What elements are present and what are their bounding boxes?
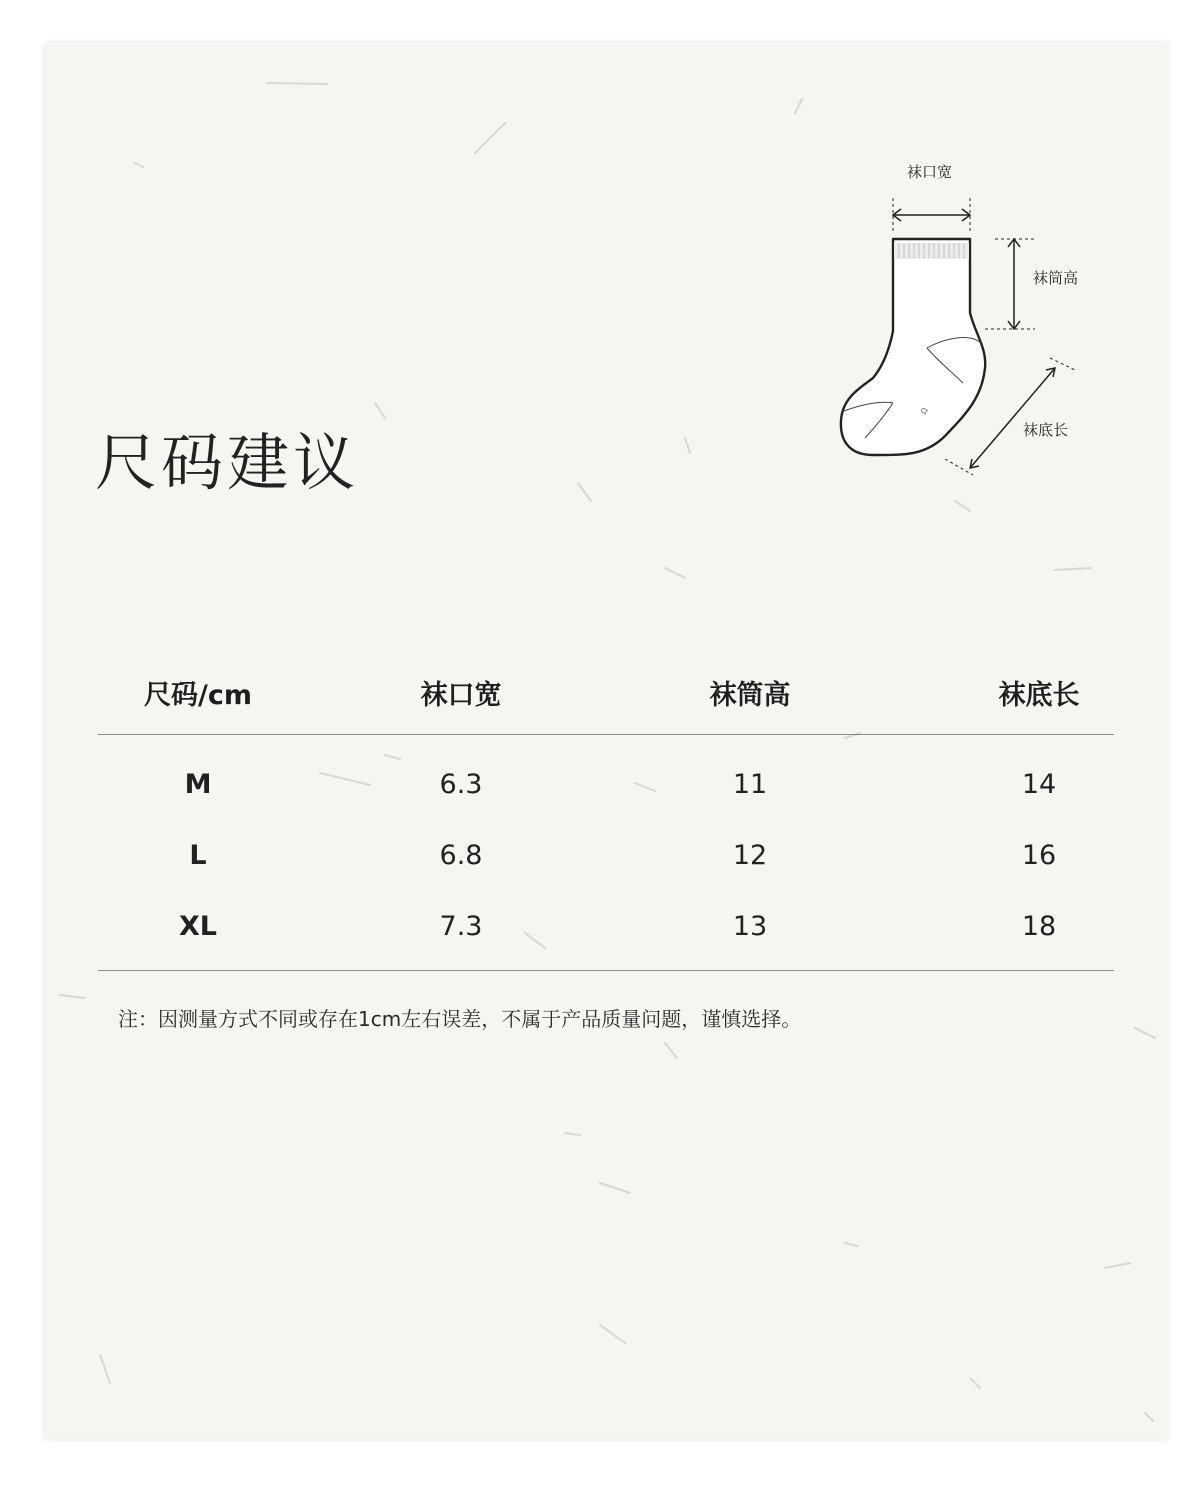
- header-width: 袜口宽: [420, 680, 502, 711]
- cell-size: L: [189, 840, 207, 871]
- header-height: 袜筒高: [709, 680, 791, 711]
- table-row: [98, 751, 1114, 822]
- header-sole: 袜底长: [998, 680, 1080, 711]
- header-size: 尺码/cm: [144, 680, 252, 711]
- cell-sole: 14: [1021, 769, 1057, 800]
- measurement-note: 注：因测量方式不同或存在1cm左右误差，不属于产品质量问题，谨慎选择。: [118, 1007, 802, 1031]
- cell-height: 12: [732, 840, 768, 871]
- cell-width: 6.3: [439, 769, 483, 800]
- cell-sole: 18: [1021, 911, 1057, 942]
- page-title: 尺码建议: [95, 426, 360, 499]
- table-row: [98, 893, 1114, 964]
- table-row: [98, 822, 1114, 893]
- svg-text:Ω: Ω: [918, 406, 930, 416]
- table-header: [98, 663, 1114, 735]
- cell-size: M: [184, 769, 212, 800]
- diagram-label-sole: 袜底长: [1023, 421, 1069, 439]
- cell-sole: 16: [1021, 840, 1057, 871]
- cell-size: XL: [178, 911, 218, 942]
- sock-outline: [841, 239, 985, 455]
- cell-width: 6.8: [439, 840, 483, 871]
- sock-diagram: [825, 153, 1105, 493]
- size-guide-card: [45, 43, 1167, 1439]
- diagram-label-width: 袜口宽: [907, 163, 953, 181]
- diagram-label-height: 袜筒高: [1033, 269, 1079, 287]
- cell-height: 13: [732, 911, 768, 942]
- cell-height: 11: [732, 769, 768, 800]
- size-table: [98, 663, 1114, 971]
- table-body: [98, 751, 1114, 971]
- cell-width: 7.3: [439, 911, 483, 942]
